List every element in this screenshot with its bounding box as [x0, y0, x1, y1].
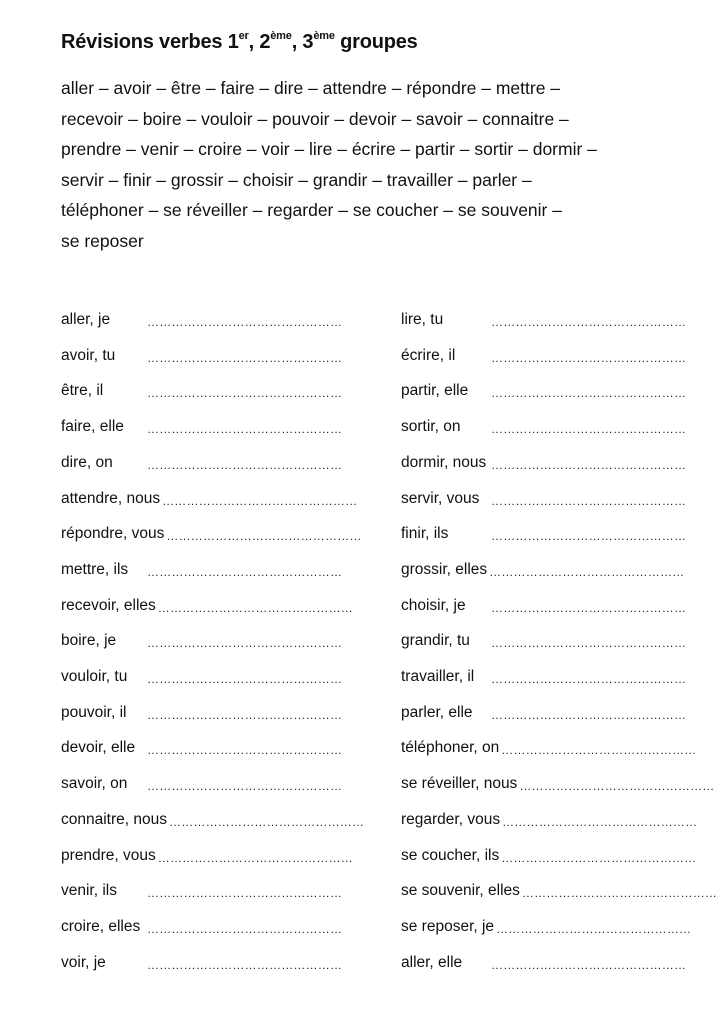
- exercise-row: [61, 736, 347, 760]
- answer-blank[interactable]: …………………………………………: [519, 779, 715, 794]
- answer-blank[interactable]: …………………………………………: [501, 743, 697, 758]
- exercise-row: [61, 772, 347, 796]
- exercise-prompt: travailler, il: [401, 668, 475, 685]
- verb-list-line: téléphoner – se réveiller – regarder – se coucher – se souvenir –: [61, 200, 562, 220]
- exercise-row: [61, 629, 347, 653]
- exercise-prompt: se souvenir, elles: [401, 882, 520, 900]
- answer-blank[interactable]: …………………………………………: [147, 422, 343, 437]
- exercise-row: [61, 522, 362, 546]
- exercise-row: [401, 665, 689, 689]
- answer-blank[interactable]: …………………………………………: [147, 636, 343, 651]
- exercise-prompt: se coucher, ils: [401, 846, 500, 864]
- title-part-3: , 3: [291, 31, 314, 53]
- exercise-row: [401, 629, 689, 653]
- page-title: [61, 30, 418, 54]
- answer-blank[interactable]: …………………………………………: [491, 529, 687, 544]
- exercise-prompt: parler, elle: [401, 703, 473, 721]
- answer-blank[interactable]: …………………………………………: [491, 636, 687, 651]
- answer-blank[interactable]: …………………………………………: [147, 707, 343, 722]
- answer-blank[interactable]: …………………………………………: [147, 350, 343, 365]
- exercise-prompt: partir, elle: [401, 382, 469, 400]
- exercise-row: [61, 487, 358, 511]
- answer-blank[interactable]: …………………………………………: [496, 921, 692, 936]
- exercise-prompt: finir, ils: [401, 525, 449, 543]
- exercise-row: [401, 415, 689, 439]
- answer-blank[interactable]: …………………………………………: [491, 957, 687, 972]
- exercise-row: [401, 879, 718, 903]
- verb-list-line: se reposer: [61, 230, 144, 251]
- answer-blank[interactable]: …………………………………………: [157, 850, 353, 865]
- exercise-row: [401, 379, 689, 403]
- exercise-prompt: savoir, on: [61, 775, 128, 793]
- exercise-prompt: croire, elles: [61, 917, 141, 935]
- exercise-row: [61, 665, 347, 689]
- exercise-row: [61, 594, 353, 618]
- exercise-prompt: devoir, elle: [61, 739, 136, 757]
- answer-blank[interactable]: …………………………………………: [502, 814, 698, 829]
- title-superscript-3: ème: [313, 30, 335, 42]
- verb-list-line: servir – finir – grossir – choisir – grandir – travailler – parler –: [61, 169, 532, 190]
- exercise-prompt: grossir, elles: [401, 560, 488, 578]
- title-main: Révisions verbes 1: [61, 31, 239, 53]
- verb-list-line: recevoir – boire – vouloir – pouvoir – devoir – savoir – connaitre –: [61, 108, 569, 129]
- answer-blank[interactable]: …………………………………………: [147, 457, 343, 472]
- answer-blank[interactable]: …………………………………………: [491, 493, 687, 508]
- exercise-row: [61, 879, 347, 903]
- exercise-prompt: grandir, tu: [401, 632, 470, 650]
- exercise-row: [61, 808, 365, 832]
- answer-blank[interactable]: …………………………………………: [162, 493, 358, 508]
- answer-blank[interactable]: …………………………………………: [147, 957, 343, 972]
- title-part-2: , 2: [248, 31, 271, 53]
- title-superscript-2: ème: [270, 30, 292, 42]
- answer-blank[interactable]: …………………………………………: [491, 315, 687, 329]
- exercise-prompt: dormir, nous: [401, 453, 487, 471]
- exercise-prompt: téléphoner, on: [401, 739, 500, 757]
- exercise-row: [61, 915, 347, 939]
- answer-blank[interactable]: …………………………………………: [491, 707, 687, 722]
- answer-blank[interactable]: …………………………………………: [166, 529, 362, 544]
- exercise-prompt: répondre, vous: [61, 525, 165, 543]
- answer-blank[interactable]: …………………………………………: [491, 386, 687, 401]
- exercise-row: [401, 558, 689, 582]
- exercise-row: [401, 344, 689, 368]
- exercise-prompt: connaitre, nous: [61, 810, 167, 828]
- exercise-row: [61, 844, 353, 868]
- exercise-row: [61, 701, 347, 725]
- exercise-row: [401, 915, 692, 939]
- answer-blank[interactable]: …………………………………………: [489, 564, 685, 579]
- exercise-prompt: attendre, nous: [61, 489, 161, 507]
- exercise-prompt: pouvoir, il: [61, 703, 127, 721]
- exercise-prompt: aller, je: [61, 311, 111, 328]
- exercise-row: [401, 951, 689, 975]
- exercise-row: [61, 558, 347, 582]
- exercise-row: [401, 594, 689, 618]
- answer-blank[interactable]: …………………………………………: [491, 350, 687, 365]
- exercise-prompt: aller, elle: [401, 953, 463, 971]
- answer-blank[interactable]: …………………………………………: [501, 850, 697, 865]
- exercise-prompt: écrire, il: [401, 346, 456, 364]
- exercise-row: [401, 772, 715, 796]
- answer-blank[interactable]: …………………………………………: [147, 564, 343, 579]
- exercise-row: [61, 379, 347, 403]
- exercise-prompt: voir, je: [61, 953, 106, 971]
- exercise-row: [61, 415, 347, 439]
- exercise-prompt: recevoir, elles: [61, 596, 156, 614]
- exercise-prompt: se reposer, je: [401, 917, 495, 935]
- exercise-row: [61, 951, 347, 975]
- exercise-prompt: sortir, on: [401, 418, 461, 436]
- answer-blank[interactable]: …………………………………………: [169, 814, 365, 829]
- verb-list-line: aller – avoir – être – faire – dire – attendre – répondre – mettre –: [61, 78, 561, 98]
- answer-blank[interactable]: …………………………………………: [491, 422, 687, 437]
- answer-blank[interactable]: …………………………………………: [521, 886, 718, 901]
- exercise-prompt: servir, vous: [401, 489, 480, 507]
- exercise-row: [401, 522, 689, 546]
- exercise-row: [61, 344, 347, 368]
- answer-blank[interactable]: …………………………………………: [491, 457, 687, 472]
- exercise-row: [401, 844, 697, 868]
- exercise-prompt: être, il: [61, 382, 104, 400]
- answer-blank[interactable]: …………………………………………: [147, 386, 343, 401]
- exercise-prompt: lire, tu: [401, 311, 444, 328]
- exercise-prompt: se réveiller, nous: [401, 775, 518, 793]
- exercise-prompt: mettre, ils: [61, 560, 129, 578]
- title-superscript-1: er: [238, 30, 249, 42]
- answer-blank[interactable]: …………………………………………: [147, 886, 343, 901]
- exercise-prompt: regarder, vous: [401, 810, 501, 828]
- exercise-row: [401, 451, 689, 475]
- exercise-row: [401, 808, 698, 832]
- exercise-prompt: boire, je: [61, 632, 117, 650]
- exercise-prompt: vouloir, tu: [61, 668, 128, 685]
- exercise-row: [401, 701, 689, 725]
- exercise-prompt: venir, ils: [61, 882, 117, 900]
- answer-blank[interactable]: …………………………………………: [147, 672, 343, 686]
- title-tail: groupes: [334, 31, 418, 53]
- answer-blank[interactable]: …………………………………………: [491, 672, 687, 686]
- exercise-prompt: choisir, je: [401, 596, 466, 614]
- answer-blank[interactable]: …………………………………………: [157, 600, 353, 615]
- verb-list-line: prendre – venir – croire – voir – lire – écrire – partir – sortir – dormir –: [61, 139, 597, 159]
- exercise-prompt: avoir, tu: [61, 346, 116, 364]
- exercise-row: [401, 736, 697, 760]
- exercise-prompt: dire, on: [61, 453, 113, 471]
- verb-list: [61, 73, 701, 256]
- answer-blank[interactable]: …………………………………………: [147, 779, 343, 794]
- answer-blank[interactable]: …………………………………………: [147, 743, 343, 758]
- exercise-prompt: prendre, vous: [61, 846, 156, 864]
- exercise-row: [401, 487, 689, 511]
- answer-blank[interactable]: …………………………………………: [147, 921, 343, 936]
- exercise-row: [401, 308, 689, 332]
- answer-blank[interactable]: …………………………………………: [147, 315, 343, 329]
- exercise-row: [61, 451, 347, 475]
- exercise-prompt: faire, elle: [61, 418, 124, 436]
- exercise-row: [61, 308, 347, 332]
- answer-blank[interactable]: …………………………………………: [491, 600, 687, 615]
